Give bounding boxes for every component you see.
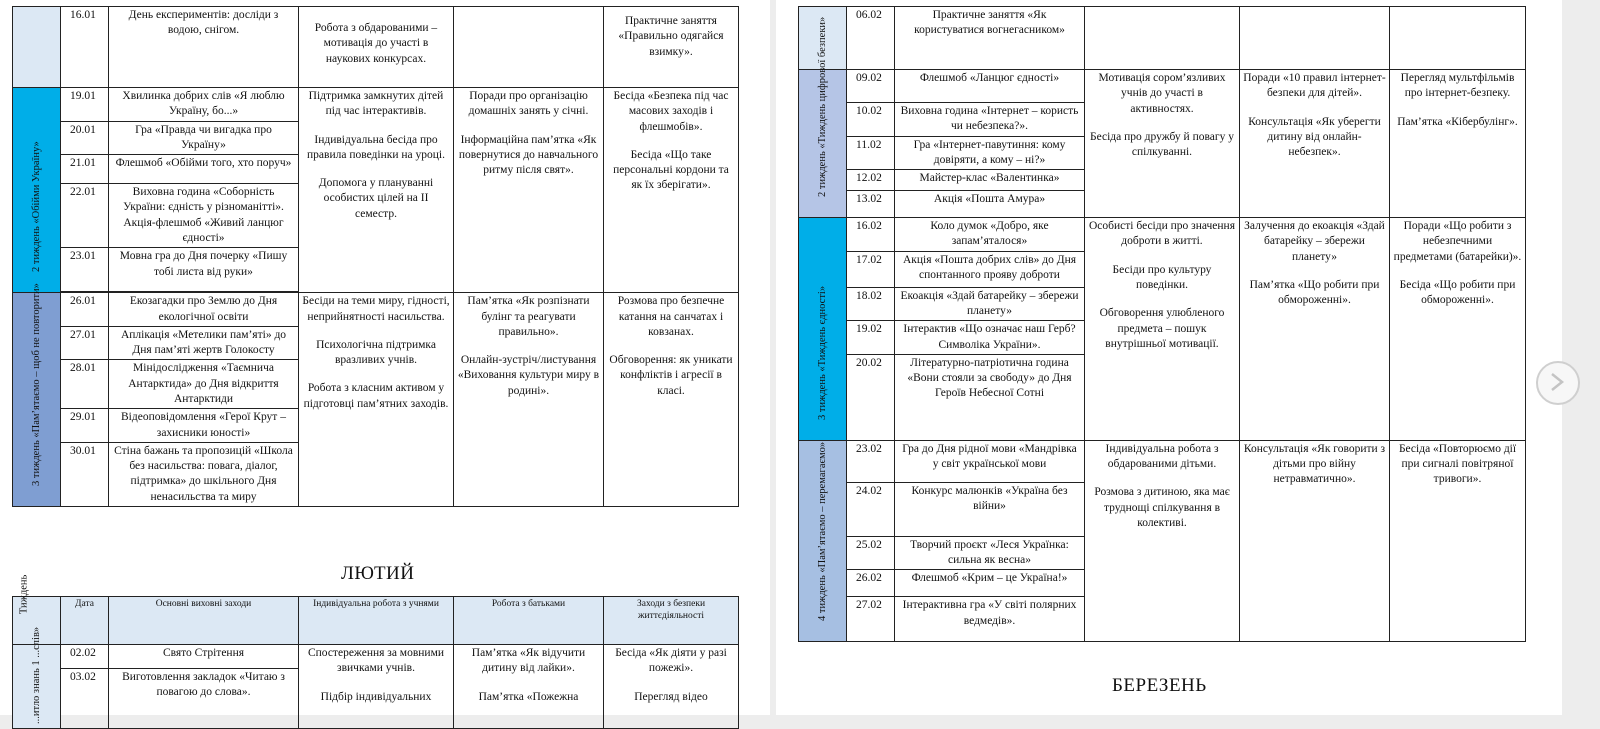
safety-cell: Бесіда «Повторюємо дії при сигналі повітряної тривоги». <box>1390 440 1526 642</box>
event-cell: Літературно-патріотична година «Вони стояли за свободу» до Дня Героїв Небесної Сотні <box>895 354 1085 440</box>
date-cell: 19.02 <box>847 321 895 355</box>
parents-work-cell: Консультація «Як говорити з дітьми про війну нетравматично». <box>1240 440 1390 642</box>
week-label: 3 тиждень «Тиждень єдності» <box>816 285 828 420</box>
week-label: 2 тиждень «Тиждень цифрової безпеки» <box>816 16 828 198</box>
safety-cell: Бесіда «Безпека під час масових заходів і флешмобів». Бесіда «Що таке персональні кордони та як їх зберігати». <box>604 88 739 293</box>
event-cell: Хвилинка добрих слів «Я люблю Україну, бо...» <box>109 88 299 122</box>
date-cell: 06.02 <box>847 7 895 70</box>
event-cell: Аплікація «Метелики пам’яті» до Дня пам’яті жертв Голокосту <box>109 326 299 360</box>
event-cell: Інтерактивна гра «У світі полярних ведмедів». <box>895 597 1085 642</box>
date-cell: 22.01 <box>61 184 109 248</box>
event-cell: Конкурс малюнків «Україна без війни» <box>895 482 1085 536</box>
parents-work-cell: Поради «10 правил інтернет-безпеки для дітей». Консультація «Як уберегти дитину від онлайн-небезпек». <box>1240 70 1390 218</box>
column-header-safety: Заходи з безпеки життєдіяльності <box>604 597 739 645</box>
individual-work-cell: Робота з обдарованими – мотивація до участі в наукових конкурсах. <box>299 7 454 88</box>
table-row <box>13 88 739 122</box>
date-cell: 21.01 <box>61 155 109 184</box>
date-cell: 11.02 <box>847 136 895 170</box>
date-cell: 27.01 <box>61 326 109 360</box>
individual-work-cell: Особисті бесіди про значення доброти в житті. Бесіди про культуру поведінки. Обговорення улюбленого предмета – пошук внутрішньої мотивації. <box>1085 218 1240 441</box>
column-header-events: Основні виховні заходи <box>109 597 299 645</box>
individual-work-cell: Спостереження за мовними звичками учнів. Підбір індивідуальних <box>299 645 454 729</box>
event-cell: День експериментів: досліди з водою, снігом. <box>109 7 299 88</box>
event-cell: Відеоповідомлення «Герої Крут – захисники юності» <box>109 409 299 443</box>
date-cell: 13.02 <box>847 191 895 218</box>
week-label: ...итло знань 1 ...слів» <box>30 626 42 725</box>
safety-cell: Перегляд мультфільмів про інтернет-безпеку. Пам’ятка «Кібербулінг». <box>1390 70 1526 218</box>
event-cell: Акція «Пошта Амура» <box>895 191 1085 218</box>
column-header-individual: Індивідуальна робота з учнями <box>299 597 454 645</box>
february-plan-table <box>12 574 739 729</box>
date-cell: 27.02 <box>847 597 895 642</box>
safety-cell: Бесіда «Як діяти у разі пожежі». Перегляд відео <box>604 645 739 729</box>
individual-work-cell <box>1085 7 1240 70</box>
table-row <box>799 7 1526 70</box>
individual-work-cell: Індивідуальна робота з обдарованими дітьми. Розмова з дитиною, яка має труднощі спілкування в колективі. <box>1085 440 1240 642</box>
event-cell: Екозагадки про Землю до Дня екологічної освіти <box>109 293 299 327</box>
date-cell: 28.01 <box>61 360 109 409</box>
week-label: 4 тиждень «Пам’ятаємо – перемагаємо» <box>816 442 828 622</box>
week-label: 2 тиждень «Обійми Україну» <box>30 141 42 273</box>
event-cell: Майстер-клас «Валентинка» <box>895 170 1085 191</box>
safety-cell: Поради «Що робити з небезпечними предметами (батарейки)». Бесіда «Що робити при обмороженні». <box>1390 218 1526 441</box>
date-cell: 24.02 <box>847 482 895 536</box>
event-cell: Виховна година «Соборність України: єдність у різноманітті». Акція-флешмоб «Живий ланцюг єдності» <box>109 184 299 248</box>
january-plan-table <box>12 6 739 507</box>
event-cell: Гра до Дня рідної мови «Мандрівка у світ української мови <box>895 440 1085 482</box>
date-cell: 25.02 <box>847 536 895 570</box>
event-cell: Коло думок «Добро, яке запам’яталося» <box>895 218 1085 252</box>
week-label: 3 тиждень «Пам’ятаємо – щоб не повторити» <box>30 283 42 486</box>
date-cell: 09.02 <box>847 70 895 103</box>
event-cell: Гра «Інтернет-павутиння: кому довіряти, а кому – ні?» <box>895 136 1085 170</box>
safety-cell <box>1390 7 1526 70</box>
week-cell <box>13 626 61 729</box>
date-cell: 29.01 <box>61 409 109 443</box>
column-header-date: Дата <box>61 597 109 645</box>
parents-work-cell: Залучення до екоакція «Здай батарейку – збережи планету» Пам’ятка «Що робити при обмороженні». <box>1240 218 1390 441</box>
date-cell: 18.02 <box>847 287 895 321</box>
event-cell: Творчий проєкт «Леся Українка: сильна як весна» <box>895 536 1085 570</box>
table-row <box>13 645 739 669</box>
next-page-button[interactable] <box>1536 361 1580 405</box>
event-cell: Виховна година «Інтернет – користь чи небезпека?». <box>895 103 1085 137</box>
week-cell <box>13 283 61 507</box>
event-cell: Практичне заняття «Як користуватися вогнегасником» <box>895 7 1085 70</box>
table-row <box>799 440 1526 482</box>
table-row <box>13 7 739 88</box>
week-cell <box>799 16 847 218</box>
week-cell <box>799 218 847 441</box>
event-cell: Виготовлення закладок «Читаю з повагою до слова». <box>109 669 299 729</box>
event-cell: Свято Стрітення <box>109 645 299 669</box>
date-cell: 30.01 <box>61 442 109 506</box>
date-cell: 20.02 <box>847 354 895 440</box>
event-cell: Акція «Пошта добрих слів» до Дня спонтанного прояву доброти <box>895 251 1085 287</box>
individual-work-cell: Мотивація сором’язливих учнів до участі в активностях. Бесіда про дружбу й повагу у спілкуванні. <box>1085 70 1240 218</box>
event-cell: Мінідослідження «Таємнича Антарктида» до Дня відкриття Антарктиди <box>109 360 299 409</box>
safety-cell: Практичне заняття «Правильно одягайся взимку». <box>604 7 739 88</box>
event-cell: Флешмоб «Обійми того, хто поруч» <box>109 155 299 184</box>
safety-cell: Розмова про безпечне катання на санчатах і ковзанах. Обговорення: як уникати конфліктів і агресії в класі. <box>604 293 739 507</box>
event-cell: Стіна бажань та пропозицій «Школа без насильства: повага, діалог, підтримка» до шкільного Дня ненасильства та миру <box>109 442 299 506</box>
event-cell: Інтерактив «Що означає наш Герб? Символіка України». <box>895 321 1085 355</box>
date-cell: 19.01 <box>61 88 109 122</box>
parents-work-cell: Поради про організацію домашніх занять у січні. Інформаційна пам’ятка «Як повернутися до навчального ритму після свят». <box>454 88 604 293</box>
date-cell: 12.02 <box>847 170 895 191</box>
document-page-left <box>0 0 770 725</box>
date-cell: 02.02 <box>61 645 109 669</box>
date-cell: 26.01 <box>61 293 109 327</box>
date-cell: 17.02 <box>847 251 895 287</box>
column-header-parents: Робота з батьками <box>454 597 604 645</box>
month-title-march: БЕРЕЗЕНЬ <box>1112 675 1207 696</box>
table-row <box>799 218 1526 252</box>
date-cell: 26.02 <box>847 570 895 597</box>
date-cell: 03.02 <box>61 669 109 729</box>
parents-work-cell <box>454 7 604 88</box>
chevron-right-icon <box>1550 373 1564 391</box>
table-row <box>13 293 739 327</box>
event-cell: Флешмоб «Крим – це Україна!» <box>895 570 1085 597</box>
individual-work-cell: Підтримка замкнутих дітей під час інтерактивів. Індивідуальна бесіда про правила поведінки на уроці. Допомога у плануванні особистих цілей на ІІ семестр. <box>299 88 454 293</box>
date-cell: 23.01 <box>61 248 109 292</box>
document-page-right <box>776 0 1562 715</box>
week-cell <box>13 7 61 88</box>
table-header-row <box>13 597 739 645</box>
individual-work-cell: Бесіди на теми миру, гідності, неприйнятності насильства. Психологічна підтримка вразливих учнів. Робота з класним активом у підготовці пам’ятних заходів. <box>299 293 454 507</box>
week-cell <box>799 440 847 642</box>
february-plan-table-continued <box>798 6 1526 642</box>
event-cell: Мовна гра до Дня почерку «Пишу тобі листа від руки» <box>109 248 299 292</box>
parents-work-cell <box>1240 7 1390 70</box>
week-cell <box>13 88 61 293</box>
event-cell: Гра «Правда чи вигадка про Україну» <box>109 121 299 155</box>
event-cell: Екоакція «Здай батарейку – збережи планету» <box>895 287 1085 321</box>
date-cell: 10.02 <box>847 103 895 137</box>
parents-work-cell: Пам’ятка «Як розпізнати булінг та реагувати правильно». Онлайн-зустріч/листування «Виховання культури миру в родині». <box>454 293 604 507</box>
column-header-week: Тиждень <box>13 597 61 645</box>
month-title-february: ЛЮТИЙ <box>341 563 415 584</box>
date-cell: 16.01 <box>61 7 109 88</box>
event-cell: Флешмоб «Ланцюг єдності» <box>895 70 1085 103</box>
date-cell: 20.01 <box>61 121 109 155</box>
date-cell: 16.02 <box>847 218 895 252</box>
date-cell: 23.02 <box>847 440 895 482</box>
parents-work-cell: Пам’ятка «Як відучити дитину від лайки». Пам’ятка «Пожежна <box>454 645 604 729</box>
table-row <box>799 70 1526 103</box>
